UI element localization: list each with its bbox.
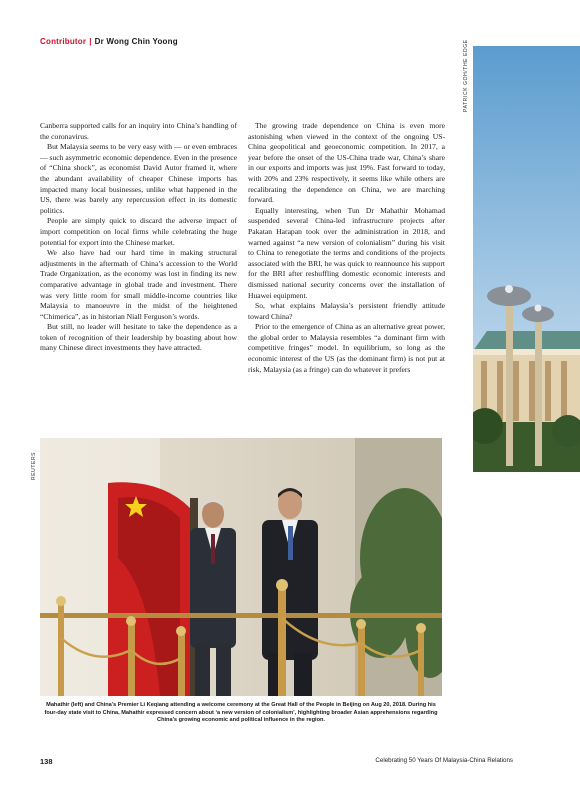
paragraph: People are simply quick to discard the adverse impact of import competition on local firms while celebrating the huge potential for export into the Chinese market. — [40, 216, 237, 247]
photo-welcome-ceremony — [40, 438, 442, 696]
body-column-left — [40, 121, 237, 354]
paragraph: Canberra supported calls for an inquiry into China’s handling of the coronavirus. — [40, 121, 237, 141]
photo-credit-main: REUTERS — [31, 451, 37, 480]
author-name: Dr Wong Chin Yoong — [94, 37, 178, 46]
photo-caption: Mahathir (left) and China’s Premier Li Keqiang attending a welcome ceremony at the Great Hall of the People in Beijing on Aug 20, 2018. During his four-day state visit to China, Mahathir expressed concern about ‘a new version of colonialism’, highlighting broader Asian apprehensions regarding China’s growing economic and political influence in the region. — [44, 702, 438, 724]
paragraph: Prior to the emergence of China as an alternative great power, the global order to Malaysia resembles “a dominant firm with competitive fringes” model. In equilibrium, so long as the economic interest of the US (as the dominant firm) is not put at risk, Malaysia (as a fringe) can do whatever it prefers — [248, 322, 445, 374]
paragraph: But still, no leader will hesitate to take the dependence as a token of recognition of their leadership by boasting about how many Chinese direct investments they have attracted. — [40, 322, 237, 353]
photo-credit-top: PATRICK GOH/THE EDGE — [463, 39, 469, 112]
paragraph: The growing trade dependence on China is even more astonishing when viewed in the context of the ongoing US-China geopolitical and geoeconomic competition. In 2017, a year before the onset of the US-China trade war, China’s share in our exports and imports was just 19%. Fast forward to today, with 20% and 23% respectively, it seems like while others are recalibrating the dependence on China, we are marching forward. — [248, 121, 445, 205]
page-number: 138 — [40, 757, 53, 766]
section-tag: Contributor — [40, 37, 87, 46]
paragraph: Equally interesting, when Tun Dr Mahathir Mohamad suspended several China-led infrastructure projects after Pakatan Harapan took over the administration in 2018, and warned against “a new version of colonialism” during his visit to China to renegotiate the terms and conditions of the projects associated with the BRI, he was quick to reannounce his support for the BRI after reshuffling domestic economic interests and dismissed national security concerns over the installation of Huawei equipment. — [248, 205, 445, 300]
body-column-right — [248, 121, 445, 423]
paragraph: We also have had our hard time in making structural adjustments in the aftermath of China’s accession to the World Trade Organization, as the economy was lost in finding its new comparative advantage in global trade and investment. There was very little room for small middle-income countries like Malaysia to manoeuvre in the midst of the heightened “Chimerica”, as in historian Niall Ferguson’s words. — [40, 248, 237, 321]
paragraph: So, what explains Malaysia’s persistent friendly attitude toward China? — [248, 301, 445, 321]
header-separator: | — [89, 37, 92, 46]
photo-government-building — [473, 46, 580, 472]
article-header — [40, 37, 178, 46]
paragraph: But Malaysia seems to be very easy with — or even embraces — such asymmetric economic dependence. Even in the presence of “China shock”, as economist David Autor framed it, where the abundant availability of cheaper Chinese imports has impacted many local businesses, unlike what happened in the US, there was barely any repercussion effect in its domestic politics. — [40, 142, 237, 215]
publication-title: Celebrating 50 Years Of Malaysia-China Relations — [375, 757, 513, 764]
